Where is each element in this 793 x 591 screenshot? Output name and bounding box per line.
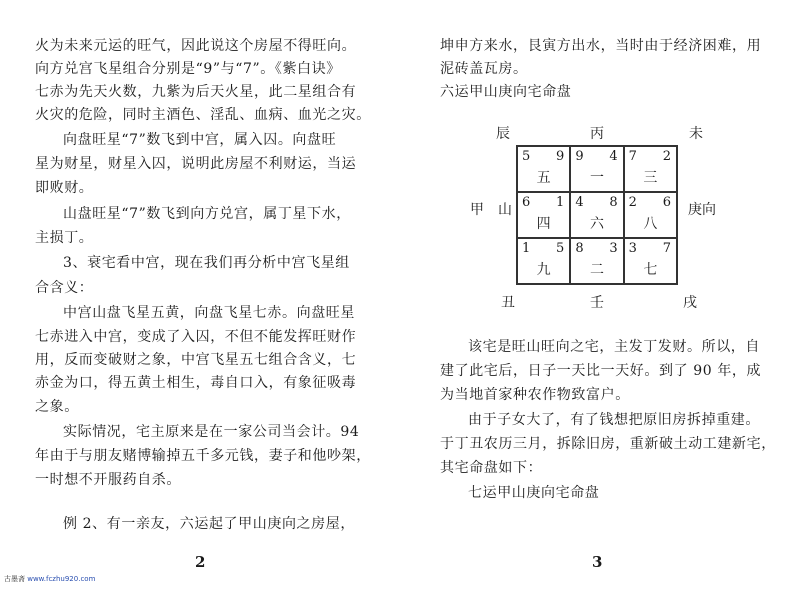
mountain-star: 6 [522,195,531,210]
direction-label: 未 [689,126,703,142]
text-line: 合含义： [35,280,94,296]
period-star: 一 [589,170,604,186]
period-star: 二 [589,262,604,278]
chart-title: 六运甲山庚向宅命盘 [440,84,572,100]
text-line: 向方兑宫飞星组合分别是“9”与“7”。《紫白诀》 [35,61,341,77]
palace-cell [517,192,570,238]
text-line: 实际情况，宅主原来是在一家公司当会计。94 [63,424,360,440]
period-star: 五 [536,170,551,186]
period-star: 八 [643,216,658,232]
direction-label: 戌 [683,295,697,311]
text-line: 于丁丑农历三月，拆除旧房，重新破土动工建新宅， [440,436,776,452]
text-line: 火灾的危险，同时主酒色、淫乱、血病、血光之灾。 [35,107,371,123]
mountain-star: 2 [628,195,637,210]
facing-star: 6 [662,195,671,210]
direction-label: 丑 [501,295,515,311]
text-line: 用，反而变破财之象，中宫飞星五七组合含义，七 [35,352,357,368]
palace-cell [517,238,570,284]
period-star: 三 [643,170,658,186]
direction-label: 辰 [496,126,510,142]
facing-star: 1 [556,195,565,210]
footer-watermark [4,574,95,584]
mountain-star: 7 [628,149,637,164]
facing-star: 7 [662,241,671,256]
text-line: 建了此宅后，日子一天比一天好。到了 90 年，成 [440,363,762,379]
direction-label: 庚向 [688,202,716,218]
mountain-star: 3 [628,241,637,256]
text-line: 由于子女大了，有了钱想把原旧房拆掉重建。 [468,412,760,428]
palace-cell [624,146,677,192]
direction-label: 壬 [590,295,604,311]
text-line: 向盘旺星“7”数飞到中宫，属入囚。向盘旺 [63,132,337,148]
text-line: 为当地首家种农作物致富户。 [440,387,630,403]
palace-cell [570,238,623,284]
text-line: 即败财。 [35,180,94,196]
chart-title: 七运甲山庚向宅命盘 [468,485,600,501]
text-line: 火为未来元运的旺气，因此说这个房屋不得旺向。 [35,38,357,54]
facing-star: 9 [556,149,565,164]
text-line: 年由于与朋友赌博输掉五千多元钱，妻子和他吵架， [35,448,371,464]
facing-star: 5 [556,241,565,256]
period-star: 四 [536,216,551,232]
facing-star: 8 [609,195,618,210]
direction-label: 丙 [590,126,604,142]
palace-cell [624,192,677,238]
period-star: 七 [643,262,658,278]
facing-star: 4 [609,149,618,164]
site-url: www.fczhu920.com [27,575,96,583]
facing-star: 3 [609,241,618,256]
text-line: 山盘旺星“7”数飞到向方兑宫，属丁星下水， [63,206,351,222]
mountain-star: 5 [522,149,531,164]
palace-cell [624,238,677,284]
text-line: 七赤为先天火数，九紫为后天火星，此二星组合有 [35,84,357,100]
text-line: 赤金为口，得五黄土相生，毒自口入，有象征吸毒 [35,375,357,391]
facing-star: 2 [662,149,671,164]
page-number: 2 [195,553,206,571]
mountain-star: 1 [522,241,531,256]
text-line: 星为财星，财星入囚，说明此房屋不利财运，当运 [35,156,357,172]
mountain-star: 8 [575,241,584,256]
period-star: 九 [536,262,551,278]
text-line: 泥砖盖瓦房。 [440,61,528,77]
text-line: 3、衰宅看中宫，现在我们再分析中宫飞星组 [63,255,350,271]
text-line: 之象。 [35,399,79,415]
text-line: 主损丁。 [35,230,94,246]
text-line: 七赤进入中宫，变成了入囚，不但不能发挥旺财作 [35,329,357,345]
palace-cell [570,146,623,192]
period-star: 六 [589,216,604,232]
text-line: 其宅命盘如下： [440,460,543,476]
text-line: 例 2、有一亲友，六运起了甲山庚向之房屋， [63,516,355,532]
text-line: 中宫山盘飞星五黄，向盘飞星七赤。向盘旺星 [63,305,355,321]
direction-label: 甲 山 [470,202,512,218]
text-line: 一时想不开服药自杀。 [35,472,181,488]
nine-palace-grid [516,145,678,285]
site-name: 古墨斋 [4,575,25,583]
text-line: 坤申方来水，艮寅方出水，当时由于经济困难，用 [440,38,762,54]
mountain-star: 4 [575,195,584,210]
palace-cell [570,192,623,238]
text-line: 该宅是旺山旺向之宅，主发丁发财。所以，自 [468,339,760,355]
palace-cell [517,146,570,192]
mountain-star: 9 [575,149,584,164]
page-number: 3 [592,553,603,571]
